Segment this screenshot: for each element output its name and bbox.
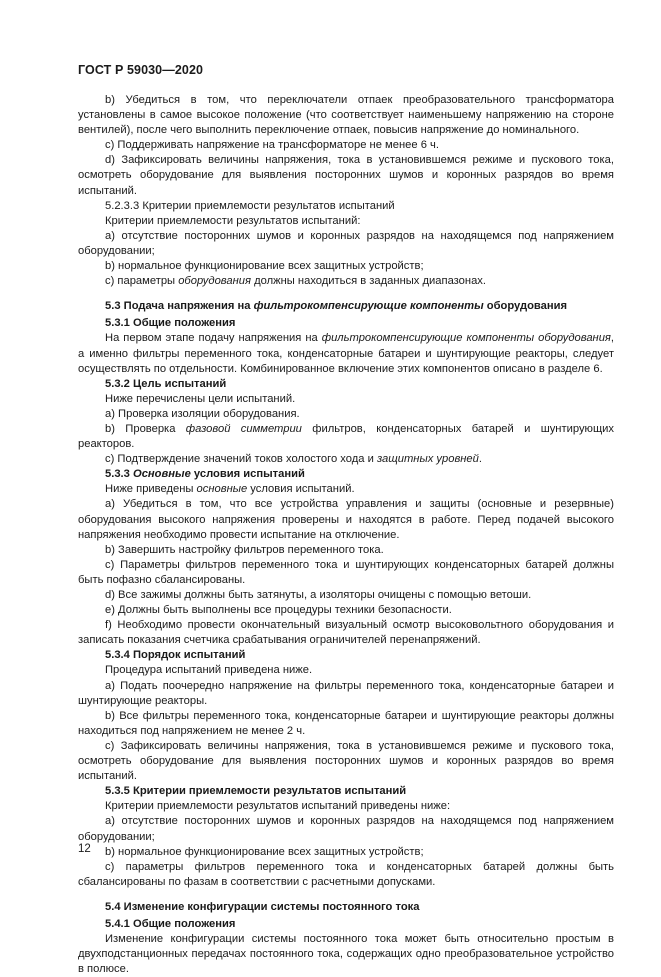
text-run: c) Подтверждение значений токов холостого хода и — [105, 453, 377, 466]
paragraph: a) Проверка изоляции оборудования. — [105, 407, 300, 420]
paragraph: b) нормальное функционирование всех защитных устройств; — [105, 260, 424, 273]
section-heading — [78, 299, 614, 314]
paragraph — [78, 452, 614, 467]
paragraph: d) Зафиксировать величины напряжения, тока в установившемся режиме и пускового тока, осмотреть оборудование для выявления посторонних шумов и коронных разрядов во время испытаний. — [78, 154, 614, 197]
italic-term: защитных уровней — [376, 453, 479, 466]
section-heading: 5.4 Изменение конфигурации системы постоянного тока — [105, 900, 420, 913]
subsection-heading: 5.4.1 Общие положения — [105, 917, 236, 930]
paragraph: b) Все фильтры переменного тока, конденсаторные батареи и шунтирующие реакторы должны находиться под напряжением не менее 2 ч. — [78, 709, 614, 737]
document-header: ГОСТ Р 59030—2020 — [78, 63, 204, 77]
subsection-heading: 5.3.1 Общие положения — [105, 317, 236, 330]
italic-term: основные — [196, 483, 248, 496]
paragraph: a) отсутствие посторонних шумов и коронных разрядов на находящемся под напряжением оборудовании; — [78, 815, 614, 843]
paragraph: b) Завершить настройку фильтров переменного тока. — [105, 543, 384, 556]
paragraph: c) Параметры фильтров переменного тока и шунтирующих конденсаторных батарей должны быть пофазно сбалансированы. — [78, 558, 614, 586]
paragraph — [78, 274, 614, 289]
text-run: должны находиться в заданных диапазонах. — [250, 275, 486, 288]
paragraph: Процедура испытаний приведена ниже. — [105, 664, 313, 677]
italic-term: фазовой симметрии — [185, 422, 302, 435]
text-run: условия испытаний. — [247, 483, 355, 496]
paragraph: a) Убедиться в том, что все устройства управления и защиты (основные и резервные) оборудования высокого напряжения проверены и находятся в работе. Перед подачей высокого напряжения необходимо провести испытание на отключение. — [78, 498, 614, 541]
text-run: , а именно фильтры переменного тока, конденсаторные батареи и шунтирующие реакторы, следует осуществлять по отдельности. Комбинированное включение этих компонентов описано в разделе 6. — [78, 332, 615, 375]
text-run: Ниже приведены — [105, 483, 197, 496]
paragraph — [78, 482, 614, 497]
text-run: 5.3 Подача напряжения на — [105, 300, 254, 313]
paragraph: Критерии приемлемости результатов испытаний приведены ниже: — [105, 800, 451, 813]
paragraph: d) Все зажимы должны быть затянуты, а изоляторы очищены с помощью ветоши. — [105, 589, 532, 601]
text-run: c) параметры — [105, 275, 179, 288]
subsection-heading: 5.3.4 Порядок испытаний — [105, 649, 246, 662]
subsection-heading: 5.3.2 Цель испытаний — [105, 377, 227, 390]
italic-term: оборудования — [178, 275, 251, 288]
page-number: 12 — [78, 843, 91, 855]
paragraph: Ниже перечислены цели испытаний. — [105, 392, 296, 405]
italic-term: Основные — [133, 468, 191, 481]
paragraph: c) Поддерживать напряжение на трансформаторе не менее 6 ч. — [105, 139, 439, 152]
paragraph: f) Необходимо провести окончательный визуальный осмотр высоковольтного оборудования и записать показания счетчика срабатывания ограничителей перенапряжений. — [78, 619, 614, 647]
text-run: 5.3.3 — [105, 468, 133, 481]
italic-term: фильтрокомпенсирующие компоненты оборудования — [321, 332, 611, 345]
text-run: b) Проверка — [105, 422, 186, 435]
italic-term: фильтрокомпенсирующие компоненты — [253, 300, 484, 313]
subsection-heading: 5.3.5 Критерии приемлемости результатов испытаний — [105, 785, 407, 798]
paragraph: b) Убедиться в том, что переключатели отпаек преобразовательного трансформатора установлены в самое высокое положение (что соответствует наименьшему напряжению на стороне вентилей), после чего выполнить переключение отпаек, повысив напряжение до номинального. — [78, 94, 614, 137]
paragraph: a) Подать поочередно напряжение на фильтры переменного тока, конденсаторные батареи и шунтирующие реакторы. — [78, 679, 614, 707]
paragraph: Критерии приемлемости результатов испытаний: — [105, 214, 361, 227]
document-body — [78, 93, 614, 977]
subsection-heading — [78, 467, 614, 482]
paragraph — [78, 331, 614, 376]
paragraph: Изменение конфигурации системы постоянного тока может быть относительно простым в двухподстанционных передачах постоянного тока, содержащих одно преобразовательное устройство в полюсе. — [78, 933, 614, 976]
text-run: . — [478, 453, 482, 466]
text-run: условия испытаний — [190, 468, 305, 481]
paragraph — [78, 422, 614, 452]
paragraph: a) отсутствие посторонних шумов и коронных разрядов на находящемся под напряжением оборудовании; — [78, 229, 614, 257]
paragraph: b) нормальное функционирование всех защитных устройств; — [105, 845, 424, 858]
paragraph: c) Зафиксировать величины напряжения, тока в установившемся режиме и пускового тока, осмотреть оборудование для выявления посторонних шумов и коронных разрядов во время испытаний. — [78, 739, 614, 783]
paragraph: c) параметры фильтров переменного тока и конденсаторных батарей должны быть сбалансированы по фазам в соответствии с расчетными допусками. — [78, 860, 614, 888]
text-run: На первом этапе подачу напряжения на — [105, 332, 322, 345]
text-run: фильтров, конденсаторных батарей и шунтирующих реакторов. — [78, 422, 614, 451]
text-run: оборудования — [483, 300, 568, 313]
paragraph: 5.2.3.3 Критерии приемлемости результатов испытаний — [105, 199, 395, 212]
paragraph: e) Должны быть выполнены все процедуры техники безопасности. — [105, 604, 452, 617]
